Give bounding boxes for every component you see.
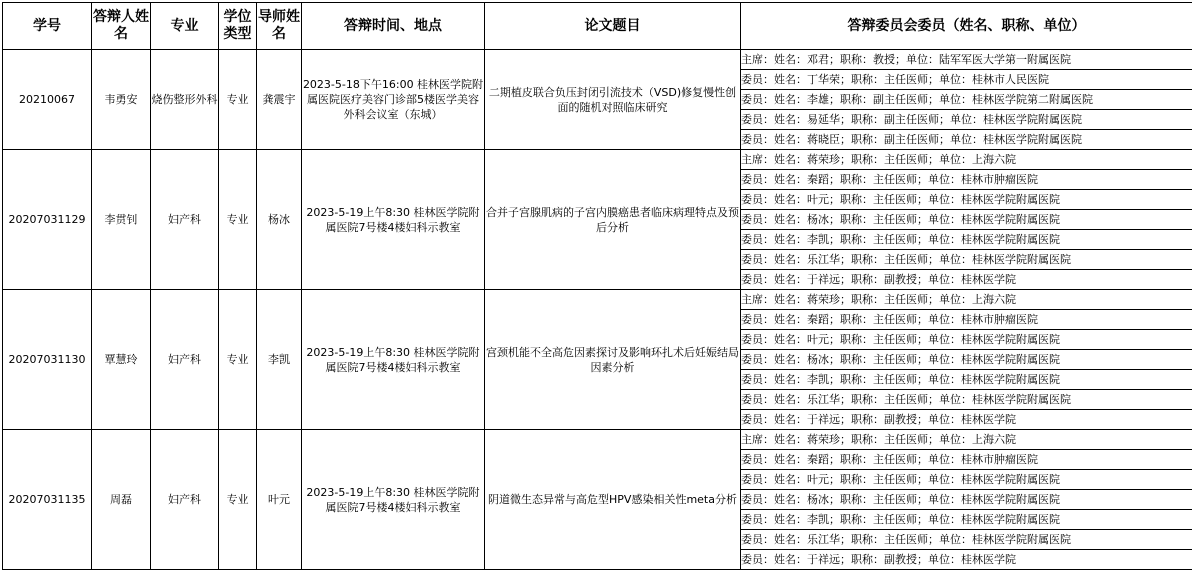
- committee-member-cell: 委员：姓名：秦蹈；职称：主任医师；单位：桂林市肿瘤医院: [741, 170, 1192, 190]
- student-id-cell: 20207031135: [3, 430, 92, 570]
- committee-member-cell: 委员：姓名：秦蹈；职称：主任医师；单位：桂林市肿瘤医院: [741, 450, 1192, 470]
- thesis-title-cell: 二期植皮联合负压封闭引流技术（VSD)修复慢性创面的随机对照临床研究: [485, 50, 741, 150]
- committee-member-cell: 委员：姓名：乐江华；职称：主任医师；单位：桂林医学院附属医院: [741, 250, 1192, 270]
- thesis-title-cell: 宫颈机能不全高危因素探讨及影响环扎术后妊娠结局因素分析: [485, 290, 741, 430]
- committee-member-cell: 委员：姓名：李凯；职称：主任医师；单位：桂林医学院附属医院: [741, 510, 1192, 530]
- header-row: [3, 3, 1192, 50]
- defender-name-cell: 周磊: [92, 430, 151, 570]
- time-place-cell: 2023-5-19上午8:30 桂林医学院附属医院7号楼4楼妇科示教室: [302, 290, 485, 430]
- time-place-cell: 2023-5-18下午16:00 桂林医学院附属医院医疗美容门诊部5楼医学美容外科会议室（东城）: [302, 50, 485, 150]
- header-degree-type: 学位类型: [219, 3, 257, 50]
- student-id-cell: 20207031129: [3, 150, 92, 290]
- committee-member-cell: 主席：姓名：蒋荣珍；职称：主任医师；单位：上海六院: [741, 430, 1192, 450]
- time-place-cell: 2023-5-19上午8:30 桂林医学院附属医院7号楼4楼妇科示教室: [302, 150, 485, 290]
- advisor-cell: 叶元: [257, 430, 302, 570]
- committee-member-cell: 委员：姓名：于祥远；职称：副教授；单位：桂林医学院: [741, 410, 1192, 430]
- header-defender: 答辩人姓名: [92, 3, 151, 50]
- major-cell: 烧伤整形外科: [151, 50, 219, 150]
- committee-member-cell: 委员：姓名：于祥远；职称：副教授；单位：桂林医学院: [741, 550, 1192, 570]
- header-thesis-title: 论文题目: [485, 3, 741, 50]
- thesis-title-cell: 合并子宫腺肌病的子宫内膜癌患者临床病理特点及预后分析: [485, 150, 741, 290]
- committee-member-cell: 委员：姓名：秦蹈；职称：主任医师；单位：桂林市肿瘤医院: [741, 310, 1192, 330]
- defense-schedule-table: [2, 2, 1192, 570]
- committee-member-cell: 委员：姓名：叶元；职称：主任医师；单位：桂林医学院附属医院: [741, 190, 1192, 210]
- committee-member-cell: 委员：姓名：易延华；职称：副主任医师；单位：桂林医学院附属医院: [741, 110, 1192, 130]
- defender-name-cell: 覃慧玲: [92, 290, 151, 430]
- header-time-place: 答辩时间、地点: [302, 3, 485, 50]
- committee-member-cell: 委员：姓名：丁华荣；职称：主任医师；单位：桂林市人民医院: [741, 70, 1192, 90]
- student-id-cell: 20207031130: [3, 290, 92, 430]
- major-cell: 妇产科: [151, 290, 219, 430]
- committee-member-cell: 委员：姓名：蒋晓臣；职称：副主任医师；单位：桂林医学院附属医院: [741, 130, 1192, 150]
- committee-member-cell: 委员：姓名：杨冰；职称：主任医师；单位：桂林医学院附属医院: [741, 490, 1192, 510]
- thesis-title-cell: 阴道微生态异常与高危型HPV感染相关性meta分析: [485, 430, 741, 570]
- committee-member-cell: 委员：姓名：李凯；职称：主任医师；单位：桂林医学院附属医院: [741, 230, 1192, 250]
- degree-type-cell: 专业: [219, 290, 257, 430]
- advisor-cell: 杨冰: [257, 150, 302, 290]
- header-major: 专业: [151, 3, 219, 50]
- header-student-id: 学号: [3, 3, 92, 50]
- committee-member-cell: 委员：姓名：李雄；职称：副主任医师；单位：桂林医学院第二附属医院: [741, 90, 1192, 110]
- time-place-cell: 2023-5-19上午8:30 桂林医学院附属医院7号楼4楼妇科示教室: [302, 430, 485, 570]
- committee-member-cell: 委员：姓名：杨冰；职称：主任医师；单位：桂林医学院附属医院: [741, 350, 1192, 370]
- committee-member-cell: 委员：姓名：乐江华；职称：主任医师；单位：桂林医学院附属医院: [741, 390, 1192, 410]
- defender-name-cell: 韦勇安: [92, 50, 151, 150]
- committee-member-cell: 主席：姓名：蒋荣珍；职称：主任医师；单位：上海六院: [741, 150, 1192, 170]
- student-id-cell: 20210067: [3, 50, 92, 150]
- committee-member-cell: 委员：姓名：叶元；职称：主任医师；单位：桂林医学院附属医院: [741, 470, 1192, 490]
- advisor-cell: 李凯: [257, 290, 302, 430]
- committee-member-cell: 主席：姓名：蒋荣珍；职称：主任医师；单位：上海六院: [741, 290, 1192, 310]
- committee-member-cell: 委员：姓名：乐江华；职称：主任医师；单位：桂林医学院附属医院: [741, 530, 1192, 550]
- table-row: [3, 430, 1192, 450]
- header-advisor: 导师姓名: [257, 3, 302, 50]
- committee-member-cell: 委员：姓名：叶元；职称：主任医师；单位：桂林医学院附属医院: [741, 330, 1192, 350]
- committee-member-cell: 委员：姓名：杨冰；职称：主任医师；单位：桂林医学院附属医院: [741, 210, 1192, 230]
- degree-type-cell: 专业: [219, 150, 257, 290]
- committee-member-cell: 主席：姓名：邓君；职称：教授；单位：陆军军医大学第一附属医院: [741, 50, 1192, 70]
- header-committee: 答辩委员会委员（姓名、职称、单位）: [741, 3, 1192, 50]
- table-row: [3, 150, 1192, 170]
- committee-member-cell: 委员：姓名：李凯；职称：主任医师；单位：桂林医学院附属医院: [741, 370, 1192, 390]
- defender-name-cell: 李贯钊: [92, 150, 151, 290]
- advisor-cell: 龚震宇: [257, 50, 302, 150]
- major-cell: 妇产科: [151, 430, 219, 570]
- degree-type-cell: 专业: [219, 430, 257, 570]
- table-row: [3, 290, 1192, 310]
- degree-type-cell: 专业: [219, 50, 257, 150]
- table-row: [3, 50, 1192, 70]
- major-cell: 妇产科: [151, 150, 219, 290]
- committee-member-cell: 委员：姓名：于祥远；职称：副教授；单位：桂林医学院: [741, 270, 1192, 290]
